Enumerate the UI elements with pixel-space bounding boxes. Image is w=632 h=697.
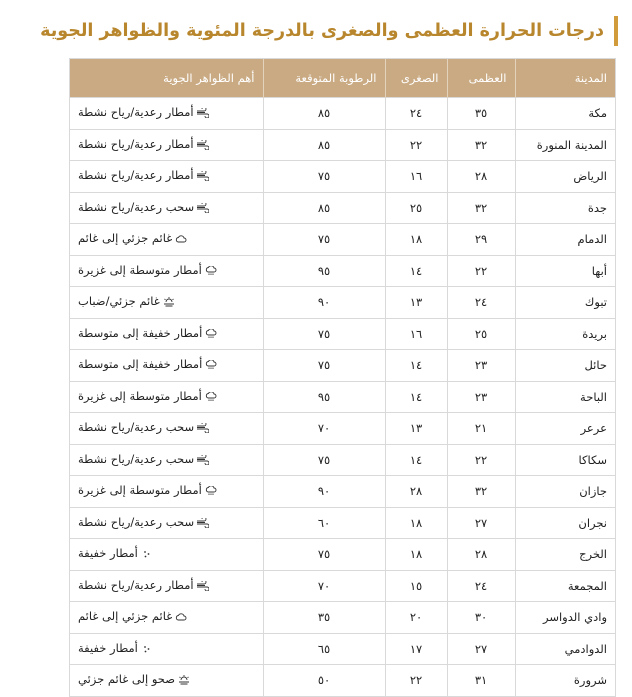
cell-weather (70, 507, 263, 539)
cell-max: ٢٨ (447, 539, 515, 571)
cell-humidity: ٩٥ (263, 255, 385, 287)
cell-weather (70, 129, 263, 161)
weather-label: أمطار متوسطة إلى غزيرة (78, 483, 202, 498)
partly-cloudy-icon (175, 233, 187, 243)
cell-min: ٢٤ (385, 98, 447, 130)
cell-weather (70, 287, 263, 319)
cell-min: ١٥ (385, 570, 447, 602)
cell-city: مكة (515, 98, 615, 130)
wind-icon (197, 202, 209, 212)
table-row (70, 192, 615, 224)
weather-label: غائم جزئي إلى غائم (78, 609, 173, 624)
weather-label: أمطار متوسطة إلى غزيرة (78, 388, 202, 403)
cell-min: ٢٢ (385, 665, 447, 696)
table-row (70, 570, 615, 602)
table-row (70, 507, 615, 539)
cell-weather (70, 192, 263, 224)
cell-city: جدة (515, 192, 615, 224)
cell-humidity: ٩٥ (263, 381, 385, 413)
cell-min: ١٨ (385, 539, 447, 571)
cell-humidity: ٩٠ (263, 476, 385, 508)
table-row (70, 350, 615, 382)
cell-city: الباحة (515, 381, 615, 413)
header-humidity: الرطوبة المتوقعة (263, 59, 385, 98)
cell-city: شرورة (515, 665, 615, 696)
cell-weather (70, 602, 263, 634)
cell-humidity: ٦٥ (263, 633, 385, 665)
cell-humidity: ٨٥ (263, 129, 385, 161)
cell-max: ٢٩ (447, 224, 515, 256)
weather-table (70, 59, 615, 696)
table-row (70, 287, 615, 319)
wind-icon (197, 517, 209, 527)
rain-cloud-icon (205, 328, 217, 338)
weather-label: صحو إلى غائم جزئي (78, 672, 175, 687)
header-min: الصغرى (385, 59, 447, 98)
weather-label: سحب رعدية/رياح نشطة (78, 514, 195, 529)
wind-icon (197, 422, 209, 432)
weather-table-container (69, 58, 616, 697)
header-max: العظمى (447, 59, 515, 98)
table-row (70, 161, 615, 193)
table-row (70, 129, 615, 161)
weather-label: غائم جزئي/ضباب (78, 294, 160, 309)
table-row (70, 98, 615, 130)
cell-max: ٢٢ (447, 255, 515, 287)
cell-max: ٢٣ (447, 350, 515, 382)
cell-max: ٢٤ (447, 570, 515, 602)
rain-cloud-icon (205, 265, 217, 275)
cell-city: عرعر (515, 413, 615, 445)
table-row (70, 413, 615, 445)
cell-city: المجمعة (515, 570, 615, 602)
cell-max: ٣٢ (447, 129, 515, 161)
cell-humidity: ٧٥ (263, 224, 385, 256)
weather-label: أمطار خفيفة إلى متوسطة (78, 325, 203, 340)
table-row (70, 318, 615, 350)
wind-icon (197, 580, 209, 590)
wind-icon (197, 139, 209, 149)
wind-icon (197, 170, 209, 180)
cell-weather (70, 224, 263, 256)
weather-label: أمطار خفيفة (78, 640, 138, 655)
cell-weather (70, 381, 263, 413)
weather-label: سحب رعدية/رياح نشطة (78, 199, 195, 214)
weather-label: أمطار خفيفة (78, 546, 138, 561)
cell-max: ٢٧ (447, 633, 515, 665)
drizzle-icon (141, 643, 153, 653)
cell-humidity: ٨٥ (263, 98, 385, 130)
table-row (70, 476, 615, 508)
weather-label: أمطار رعدية/رياح نشطة (78, 577, 194, 592)
header-city: المدينة (515, 59, 615, 98)
cell-humidity: ٧٠ (263, 413, 385, 445)
drizzle-icon (141, 548, 153, 558)
cell-city: حائل (515, 350, 615, 382)
cell-humidity: ٦٠ (263, 507, 385, 539)
cell-weather (70, 161, 263, 193)
cell-min: ١٤ (385, 444, 447, 476)
cell-weather (70, 570, 263, 602)
title-accent-bar (614, 16, 618, 46)
cell-humidity: ٨٥ (263, 192, 385, 224)
cell-city: وادي الدواسر (515, 602, 615, 634)
cell-min: ٢٨ (385, 476, 447, 508)
weather-label: أمطار خفيفة إلى متوسطة (78, 357, 203, 372)
cell-max: ٢٨ (447, 161, 515, 193)
weather-label: غائم جزئي إلى غائم (78, 231, 173, 246)
cell-weather (70, 633, 263, 665)
table-row (70, 665, 615, 696)
cell-max: ٢٧ (447, 507, 515, 539)
cell-city: الدمام (515, 224, 615, 256)
weather-label: سحب رعدية/رياح نشطة (78, 451, 195, 466)
cell-humidity: ٧٥ (263, 318, 385, 350)
table-body (70, 98, 615, 696)
cell-weather (70, 350, 263, 382)
cell-city: تبوك (515, 287, 615, 319)
cell-min: ١٦ (385, 161, 447, 193)
cell-max: ٣٠ (447, 602, 515, 634)
cell-humidity: ٣٥ (263, 602, 385, 634)
cell-min: ١٨ (385, 224, 447, 256)
cell-city: الدوادمي (515, 633, 615, 665)
title-bar (14, 16, 618, 46)
header-weather: أهم الظواهر الجوية (70, 59, 263, 98)
cell-min: ٢٠ (385, 602, 447, 634)
weather-label: أمطار رعدية/رياح نشطة (78, 105, 194, 120)
weather-label: سحب رعدية/رياح نشطة (78, 420, 195, 435)
cell-city: أبها (515, 255, 615, 287)
cell-min: ١٧ (385, 633, 447, 665)
cell-humidity: ٥٠ (263, 665, 385, 696)
cell-city: الخرج (515, 539, 615, 571)
cell-max: ٣١ (447, 665, 515, 696)
cell-humidity: ٧٥ (263, 539, 385, 571)
table-row (70, 539, 615, 571)
cell-min: ١٣ (385, 413, 447, 445)
wind-icon (197, 107, 209, 117)
cell-city: سكاكا (515, 444, 615, 476)
cell-max: ٣٢ (447, 476, 515, 508)
cell-max: ٢٣ (447, 381, 515, 413)
weather-label: أمطار رعدية/رياح نشطة (78, 168, 194, 183)
cell-min: ١٤ (385, 381, 447, 413)
cell-weather (70, 539, 263, 571)
cell-min: ١٣ (385, 287, 447, 319)
cell-weather (70, 476, 263, 508)
cell-city: الرياض (515, 161, 615, 193)
cell-humidity: ٧٥ (263, 350, 385, 382)
cell-city: المدينة المنورة (515, 129, 615, 161)
cell-weather (70, 98, 263, 130)
cell-city: نجران (515, 507, 615, 539)
cell-min: ٢٥ (385, 192, 447, 224)
cell-min: ١٤ (385, 255, 447, 287)
cell-humidity: ٧٥ (263, 161, 385, 193)
cell-max: ٢٤ (447, 287, 515, 319)
cell-weather (70, 665, 263, 696)
wind-icon (197, 454, 209, 464)
rain-cloud-icon (205, 485, 217, 495)
sun-fog-icon (163, 296, 175, 306)
cell-humidity: ٧٠ (263, 570, 385, 602)
table-row (70, 602, 615, 634)
cell-min: ٢٢ (385, 129, 447, 161)
cell-weather (70, 318, 263, 350)
cell-weather (70, 255, 263, 287)
partly-cloudy-icon (175, 611, 187, 621)
cell-max: ٢١ (447, 413, 515, 445)
rain-cloud-icon (205, 359, 217, 369)
cell-humidity: ٧٥ (263, 444, 385, 476)
cell-humidity: ٩٠ (263, 287, 385, 319)
page-title: درجات الحرارة العظمى والصغرى بالدرجة المئوية والظواهر الجوية (40, 21, 604, 41)
table-row (70, 633, 615, 665)
cell-city: بريدة (515, 318, 615, 350)
table-row (70, 224, 615, 256)
table-row (70, 381, 615, 413)
rain-cloud-icon (205, 391, 217, 401)
cell-max: ٣٥ (447, 98, 515, 130)
cell-min: ١٨ (385, 507, 447, 539)
table-header-row (70, 59, 615, 98)
cell-min: ١٦ (385, 318, 447, 350)
weather-label: أمطار رعدية/رياح نشطة (78, 136, 194, 151)
cell-min: ١٤ (385, 350, 447, 382)
cell-weather (70, 413, 263, 445)
cell-max: ٣٢ (447, 192, 515, 224)
cell-max: ٢٢ (447, 444, 515, 476)
cell-weather (70, 444, 263, 476)
cell-city: جازان (515, 476, 615, 508)
cell-max: ٢٥ (447, 318, 515, 350)
table-row (70, 255, 615, 287)
weather-label: أمطار متوسطة إلى غزيرة (78, 262, 202, 277)
table-row (70, 444, 615, 476)
